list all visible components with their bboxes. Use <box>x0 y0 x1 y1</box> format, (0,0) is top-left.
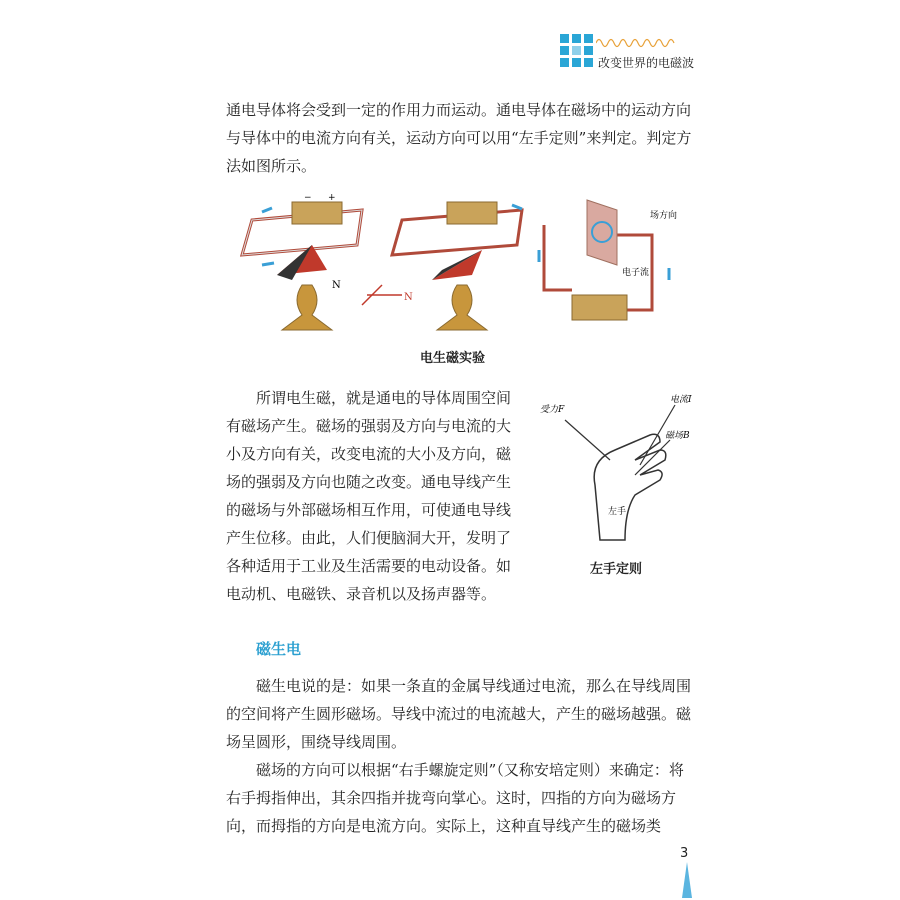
header-wave-icon <box>596 36 678 50</box>
plus-label-1: + <box>328 193 336 203</box>
header-title: 改变世界的电磁波 <box>598 56 695 70</box>
paragraph-right-hand-rule: 磁场的方向可以根据“右手螺旋定则”（又称安培定则）来确定：将右手拇指伸出，其余四指并拢弯向掌心。这时，四指的方向为磁场方向，而拇指的方向是电流方向。实际上，这种直导线产生的磁场类 <box>226 761 684 835</box>
minus-label-1: − <box>304 193 312 203</box>
compass-panel-1 <box>242 202 362 330</box>
force-label: 受力F <box>540 405 565 415</box>
paragraph-magnetism-to-electricity: 磁生电说的是：如果一条直的金属导线通过电流，那么在导线周围的空间将产生圆形磁场。导线中流过的电流越大，产生的磁场越强。磁场呈圆形，围绕导线周围。 <box>226 677 692 751</box>
n-label-2: N <box>404 292 413 303</box>
left-hand-icon <box>594 434 666 540</box>
figure2-caption: 左手定则 <box>590 562 643 577</box>
page-marker-icon <box>680 862 694 898</box>
paragraph-intro: 通电导体将会受到一定的作用力而运动。通电导体在磁场中的运动方向与导体中的电流方向有关，运动方向可以用“左手定则”来判定。判定方法如图所示。 <box>226 101 692 175</box>
compass-panel-2 <box>392 202 522 330</box>
paragraph-electromagnetism: 所谓电生磁，就是通电的导体周围空间有磁场产生。磁场的强弱及方向与电流的大小及方向有关，改变电流的大小及方向，磁场的强弱及方向也随之改变。通电导线产生的磁场与外部磁场相互作用，可使通电导线产生位移。由此，人们便脑洞大开，发明了各种适用于工业及生活需要的电动设备。如电动机、电磁铁、录音机以及扬声器等。 <box>226 389 512 603</box>
electromagnet-experiment-figure <box>232 190 692 338</box>
figure1-caption: 电生磁实验 <box>420 351 486 366</box>
electron-flow-label: 电子流 <box>622 268 650 278</box>
left-hand-rule-figure <box>540 390 710 550</box>
field-label: 磁场B <box>665 431 690 441</box>
current-label: 电流I <box>670 395 692 405</box>
page-number: 3 <box>680 846 689 861</box>
header-logo-icon <box>560 34 594 68</box>
field-direction-label: 场方向 <box>650 211 678 221</box>
left-hand-label: 左手 <box>608 507 627 517</box>
section-title: 磁生电 <box>256 640 302 658</box>
n-label-1: N <box>332 280 341 291</box>
